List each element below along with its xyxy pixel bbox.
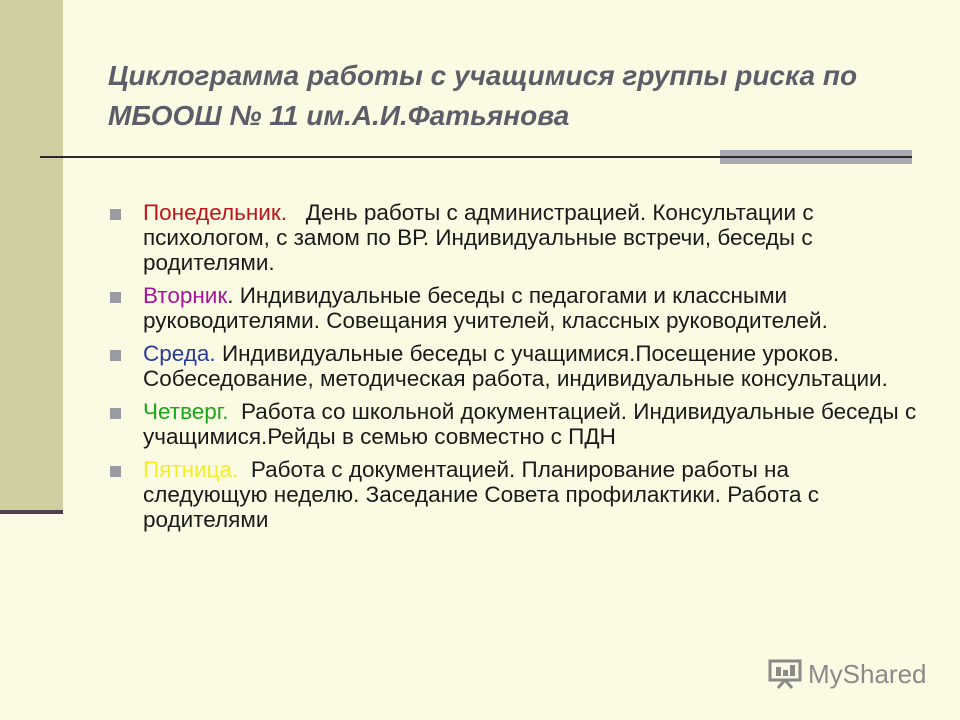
list-item-wednesday	[108, 341, 918, 391]
square-bullet-icon	[110, 292, 121, 303]
list-item-tuesday	[108, 283, 918, 333]
day-label-monday: Понедельник.	[143, 200, 287, 225]
weekday-list	[108, 200, 923, 540]
square-bullet-icon	[110, 466, 121, 477]
title-divider-accent-top	[720, 150, 912, 156]
watermark-text: MyShared	[808, 658, 927, 689]
day-text-thursday: Работа со школьной документацией. Индивидуальные беседы с учащимися.Рейды в семью совместно с ПДН	[143, 399, 923, 449]
day-label-tuesday: Вторник	[143, 283, 228, 308]
presentation-board-icon	[768, 659, 802, 689]
day-label-friday: Пятница.	[143, 457, 239, 482]
day-text-friday: Работа с документацией. Планирование работы на следующую неделю. Заседание Совета профилактики. Работа с родителями	[143, 457, 826, 532]
day-text-wednesday: Индивидуальные беседы с учащимися.Посещение уроков. Собеседование, методическая работа, индивидуальные консультации.	[143, 341, 888, 391]
myshared-watermark	[768, 656, 927, 692]
square-bullet-icon	[110, 408, 121, 419]
square-bullet-icon	[110, 209, 121, 220]
title-divider-accent-bottom	[720, 158, 912, 164]
list-item-monday	[108, 200, 918, 275]
day-label-thursday: Четверг.	[143, 399, 229, 424]
list-item-thursday	[108, 399, 923, 449]
square-bullet-icon	[110, 350, 121, 361]
day-text-monday: День работы с администрацией. Консультации с психологом, с замом по ВР. Индивидуальные встречи, беседы с родителями.	[143, 200, 820, 275]
left-decorative-band	[0, 0, 63, 512]
day-text-tuesday: . Индивидуальные беседы с педагогами и классными руководителями. Совещания учителей, классных руководителей.	[143, 283, 828, 333]
list-item-friday	[108, 457, 918, 532]
day-label-wednesday: Среда.	[143, 341, 216, 366]
left-band-underline	[0, 510, 63, 514]
slide-title: Циклограмма работы с учащимися группы риска по МБООШ № 11 им.А.И.Фатьянова	[108, 60, 858, 131]
